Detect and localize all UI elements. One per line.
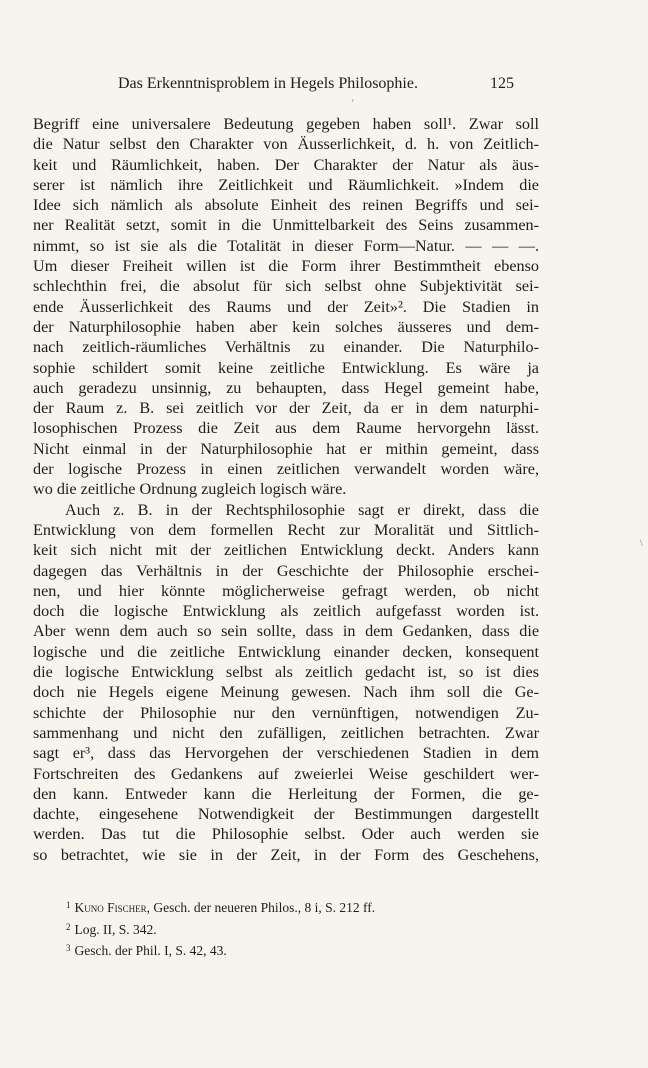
footnote <box>66 918 526 940</box>
text-line: dachte, eingesehene Notwendigkeit der Bestimmungen dargestellt <box>33 805 539 824</box>
footnote-text: Log. II, S. 342. <box>74 921 157 937</box>
footnote-author: Kuno Fischer <box>74 900 147 915</box>
text-line: Aber wenn dem auch so sein sollte, dass in dem Gedanken, dass die <box>33 622 539 641</box>
text-line: den kann. Entweder kann die Herleitung der Formen, die ge- <box>33 784 539 803</box>
text-line: wo die zeitliche Ordnung zugleich logisch wäre. <box>33 480 347 499</box>
footnote-mark: 1 <box>66 900 71 910</box>
text-line: so betrachtet, wie sie in der Zeit, in der Form des Geschehens, <box>33 845 539 864</box>
footnote-mark: 3 <box>66 943 71 953</box>
footnote-text: , Gesch. der neueren Philos., 8 i, S. 212 ff. <box>146 900 376 915</box>
main-text <box>33 114 539 865</box>
text-line: nimmt, so ist sie als die Totalität in dieser Form—Natur. — — —. <box>33 236 539 255</box>
text-line: losophischen Prozess die Zeit aus dem Raume hervorgehn lässt. <box>33 419 539 438</box>
text-line: ende Äusserlichkeit des Raums und der Zeit»². Die Stadien in <box>33 297 539 316</box>
text-line: schlechthin frei, die absolut für sich selbst ohne Subjektivität sei- <box>33 277 539 296</box>
footnote-text: Gesch. der Phil. I, S. 42, 43. <box>74 943 227 958</box>
footnotes <box>66 896 526 961</box>
text-line: der logische Prozess in einen zeitlichen verwandelt worden wäre, <box>33 460 539 479</box>
text-line: Auch z. B. in der Rechtsphilosophie sagt er direkt, dass die <box>65 500 539 519</box>
text-line: werden. Das tut die Philosophie selbst. Oder auch werden sie <box>33 825 539 844</box>
text-line: Nicht einmal in der Naturphilosophie hat er mithin gemeint, dass <box>33 439 539 458</box>
page-number: 125 <box>490 75 514 92</box>
text-line: Begriff eine universalere Bedeutung gegeben haben soll¹. Zwar soll <box>33 115 539 133</box>
text-line: die Natur selbst den Charakter von Äusserlichkeit, d. h. von Zeitlich- <box>33 135 539 154</box>
text-line: der Naturphilosophie haben aber kein solches äusseres und dem- <box>33 317 539 336</box>
text-line: keit und Räumlichkeit, haben. Der Charakter der Natur als äus- <box>33 155 539 174</box>
text-line: nach zeitlich-räumliches Verhältnis zu einander. Die Naturphilo- <box>33 338 539 357</box>
text-line: doch nie Hegels eigene Meinung gewesen. Nach ihm soll die Ge- <box>33 683 539 702</box>
text-line: schichte der Philosophie nur den vernünftigen, notwendigen Zu- <box>33 703 539 722</box>
print-speck: \ <box>640 538 643 548</box>
text-line: keit sich nicht mit der zeitlichen Entwicklung deckt. Anders kann <box>33 541 539 560</box>
print-speck: ' <box>352 98 354 108</box>
text-line: serer ist nämlich ihre Zeitlichkeit und Räumlichkeit. »Indem die <box>33 175 539 194</box>
text-line: ner Realität setzt, somit in die Unmittelbarkeit des Seins zusammen- <box>33 216 539 235</box>
running-title: Das Erkenntnisproblem in Hegels Philosophie. <box>118 75 418 92</box>
text-line: dagegen das Verhältnis in der Geschichte der Philosophie erschei- <box>33 561 539 580</box>
text-line: auch geradezu unsinnig, zu behaupten, dass Hegel gemeint habe, <box>33 378 539 397</box>
text-line: nen, und hier könnte möglicherweise gefragt werden, ob nicht <box>33 581 539 600</box>
footnote-mark: 2 <box>66 921 71 932</box>
text-line: Idee sich nämlich als absolute Einheit des reinen Begriffs und sei- <box>33 196 539 215</box>
text-line: die logische Entwicklung selbst als zeitlich gedacht ist, so ist dies <box>33 663 539 682</box>
text-line: doch die logische Entwicklung als zeitlich aufgefasst worden ist. <box>33 602 539 621</box>
footnote <box>66 896 526 918</box>
text-line: sagt er³, dass das Hervorgehen der verschiedenen Stadien in dem <box>33 744 539 763</box>
text-line: Entwicklung von dem formellen Recht zur Moralität und Sittlich- <box>33 520 539 539</box>
footnote <box>66 939 526 961</box>
text-line: Fortschreiten des Gedankens auf zweierlei Weise geschildert wer- <box>33 764 539 783</box>
running-header <box>0 75 648 97</box>
text-line: sophie schildert somit keine zeitliche Entwicklung. Es wäre ja <box>33 358 539 377</box>
text-line: sammenhang und nicht den zufälligen, zeitlichen betrachten. Zwar <box>33 723 539 742</box>
text-line: Um dieser Freiheit willen ist die Form ihrer Bestimmtheit ebenso <box>33 257 539 276</box>
text-line: der Raum z. B. sei zeitlich vor der Zeit, da er in dem naturphi- <box>33 399 539 418</box>
text-line: logische und die zeitliche Entwicklung einander decken, konsequent <box>33 642 539 661</box>
